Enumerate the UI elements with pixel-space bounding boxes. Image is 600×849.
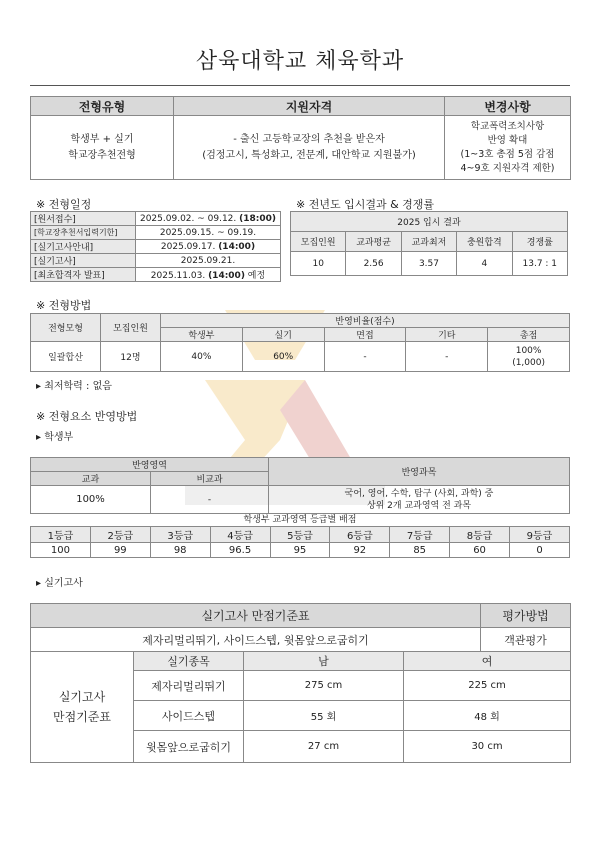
method-total: 100% (1,000) [488, 342, 570, 372]
schedule-value: 2025.11.03. (14:00) 예정 [136, 268, 281, 282]
schedule-value: 2025.09.15. ~ 09.19. [136, 226, 281, 240]
grade-label: 6등급 [330, 527, 390, 543]
practical-item: 사이드스텝 [134, 701, 244, 731]
elements-heading: ※ 전형요소 반영방법 [36, 410, 138, 423]
schedule-label: [학교장추천서입력기한] [31, 226, 136, 240]
grade-label: 2등급 [90, 527, 150, 543]
practical-header: 실기고사 만점기준표 [31, 604, 481, 628]
changes-line: 학교폭력조치사항 [470, 120, 545, 132]
area-header: 반영영역 [31, 458, 269, 472]
schedule-label: [실기고사안내] [31, 240, 136, 254]
subject-cell: 국어, 영어, 수학, 탐구 (사회, 과학) 중 상위 2개 교과영역 전 과목 [269, 486, 570, 514]
schedule-label: [최초합격자 발표] [31, 268, 136, 282]
method-subheader: 기타 [406, 328, 488, 342]
qualification-cell [174, 116, 445, 180]
practical-item: 제자리멀리뛰기 [134, 671, 244, 701]
result-header: 교과최저 [401, 232, 456, 252]
practical-male: 275 cm [244, 671, 404, 701]
eval-value: 객관평가 [481, 628, 571, 652]
admission-type-table [30, 96, 571, 180]
practical-male: 55 회 [244, 701, 404, 731]
result-value: 3.57 [401, 252, 456, 276]
practical-col-header: 실기종목 [134, 652, 244, 671]
changes-line: 4~9호 지원자격 제한) [460, 162, 555, 174]
practical-col-header: 여 [404, 652, 571, 671]
qualification-line: - 출신 고등학교장의 추천을 받은자 [233, 133, 385, 145]
result-value: 2.56 [346, 252, 401, 276]
qualification-line: (검정고시, 특성화고, 전문계, 대안학교 지원불가) [202, 149, 416, 161]
school-record-subheading: ▸ 학생부 [36, 432, 74, 443]
grade-score: 85 [390, 543, 450, 558]
grade-label: 3등급 [150, 527, 210, 543]
grade-label: 9등급 [510, 527, 570, 543]
school-record-table [30, 457, 570, 514]
method-subheader: 면접 [324, 328, 406, 342]
title-divider [30, 85, 570, 86]
area-value: - [151, 486, 269, 514]
practical-female: 30 cm [404, 731, 571, 763]
method-header-ratio: 반영비율(점수) [161, 314, 570, 328]
grade-label: 1등급 [31, 527, 91, 543]
header-qualification: 지원자격 [174, 97, 445, 116]
method-value: 60% [242, 342, 324, 372]
grade-label: 8등급 [450, 527, 510, 543]
schedule-value: 2025.09.02. ~ 09.12. (18:00) [136, 212, 281, 226]
grade-score: 99 [90, 543, 150, 558]
practical-col-header: 남 [244, 652, 404, 671]
method-table [30, 313, 570, 372]
admission-type-line: 학생부 + 실기 [70, 133, 134, 145]
minimum-grade-note: ▸ 최저학력 : 없음 [36, 381, 112, 392]
changes-line: 반영 확대 [487, 134, 528, 146]
method-heading: ※ 전형방법 [36, 299, 92, 312]
subject-header: 반영과목 [269, 458, 570, 486]
grade-score: 92 [330, 543, 390, 558]
grade-score: 98 [150, 543, 210, 558]
practical-table [30, 603, 571, 763]
practical-male: 27 cm [244, 731, 404, 763]
grade-score: 96.5 [210, 543, 270, 558]
method-model: 일괄합산 [31, 342, 101, 372]
schedule-label: [실기고사] [31, 254, 136, 268]
admission-type-cell [31, 116, 174, 180]
changes-line: (1~3호 총점 5점 감점 [460, 148, 555, 160]
schedule-label: [원서접수] [31, 212, 136, 226]
result-value: 13.7 : 1 [512, 252, 567, 276]
grade-label: 7등급 [390, 527, 450, 543]
practical-subheading: ▸ 실기고사 [36, 578, 83, 589]
practical-side-label: 실기고사 만점기준표 [31, 652, 134, 763]
schedule-value: 2025.09.17. (14:00) [136, 240, 281, 254]
grade-table [30, 526, 570, 558]
result-table [290, 211, 568, 276]
method-value: 40% [161, 342, 243, 372]
changes-cell [445, 116, 571, 180]
result-header: 교과평균 [346, 232, 401, 252]
eval-header: 평가방법 [481, 604, 571, 628]
page-title: 삼육대학교 체육학과 [195, 49, 405, 74]
schedule-table [30, 211, 281, 282]
method-value: - [324, 342, 406, 372]
grade-score: 60 [450, 543, 510, 558]
result-heading: ※ 전년도 입시결과 & 경쟁률 [296, 198, 435, 211]
grade-label: 4등급 [210, 527, 270, 543]
header-admission-type: 전형유형 [31, 97, 174, 116]
method-subheader: 실기 [242, 328, 324, 342]
result-header: 경쟁률 [512, 232, 567, 252]
schedule-value: 2025.09.21. [136, 254, 281, 268]
practical-items-line: 제자리멀리뛰기, 사이드스텝, 윗몸앞으로굽히기 [31, 628, 481, 652]
admission-type-line: 학교장추천전형 [68, 149, 136, 161]
result-caption: 2025 입시 결과 [291, 212, 568, 232]
result-value: 4 [457, 252, 512, 276]
grade-score: 0 [510, 543, 570, 558]
method-count: 12명 [101, 342, 161, 372]
grade-score: 100 [31, 543, 91, 558]
method-subheader: 학생부 [161, 328, 243, 342]
method-subheader: 총점 [488, 328, 570, 342]
header-changes: 변경사항 [445, 97, 571, 116]
method-header-model: 전형모형 [31, 314, 101, 342]
result-header: 모집인원 [291, 232, 346, 252]
practical-female: 225 cm [404, 671, 571, 701]
grade-table-title: 학생부 교과영역 등급별 배점 [243, 515, 357, 525]
schedule-heading: ※ 전형일정 [36, 198, 92, 211]
area-value: 100% [31, 486, 151, 514]
area-col: 교과 [31, 472, 151, 486]
practical-female: 48 회 [404, 701, 571, 731]
area-col: 비교과 [151, 472, 269, 486]
result-header: 충원합격 [457, 232, 512, 252]
grade-label: 5등급 [270, 527, 330, 543]
method-header-count: 모집인원 [101, 314, 161, 342]
result-value: 10 [291, 252, 346, 276]
grade-score: 95 [270, 543, 330, 558]
method-value: - [406, 342, 488, 372]
practical-item: 윗몸앞으로굽히기 [134, 731, 244, 763]
